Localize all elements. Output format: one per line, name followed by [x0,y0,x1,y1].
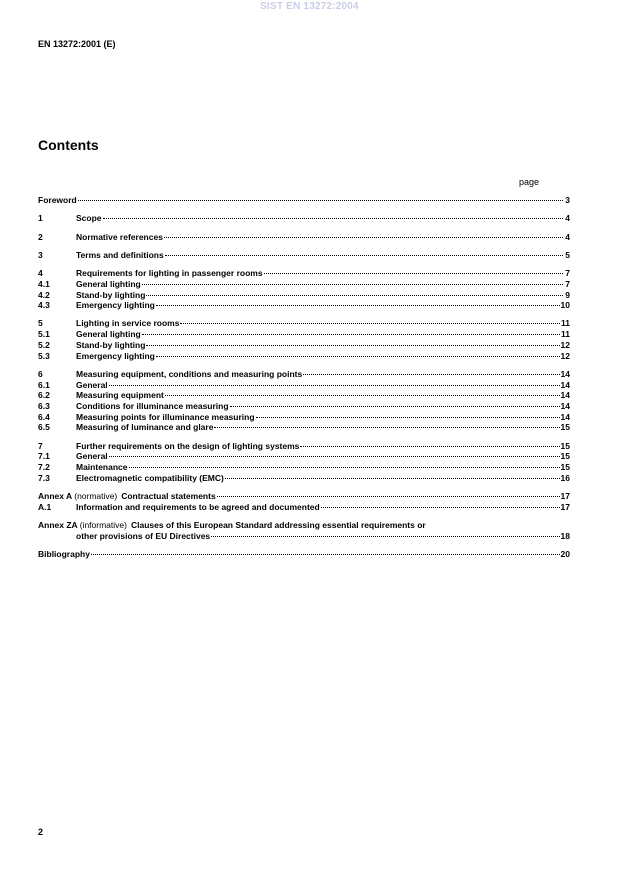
toc-entry-page: 15 [560,422,570,433]
dot-leader [109,456,560,457]
dot-leader [142,334,560,335]
toc-entry[interactable] [38,473,570,484]
toc-entry-number: 5.1 [38,329,50,340]
dot-leader [78,200,563,201]
toc-entry-page: 17 [560,501,570,512]
toc-entry-title: Terms and definitions [76,249,164,260]
dot-leader [300,446,559,447]
toc-entry[interactable] [38,401,570,412]
toc-entry-title: Information and requirements to be agreed and documented [76,501,320,512]
toc-entry-page: 14 [560,379,570,390]
toc-entry-title: Maintenance [76,461,128,472]
toc-entry-number: 6.3 [38,400,50,411]
toc-entry-bibliography[interactable] [38,549,570,560]
toc-entry-page: 14 [560,411,570,422]
toc-entry-number: 1 [38,213,43,224]
dot-leader [214,427,559,428]
toc-entry-number: 2 [38,231,43,242]
toc-entry-page: 7 [565,278,570,289]
toc-entry-title: Normative references [76,231,163,242]
toc-entry-title: Emergency lighting [76,350,155,361]
bibliography-title: Bibliography [38,548,90,559]
toc-entry-title: General lighting [76,329,141,340]
toc-entry-page: 3 [565,195,570,205]
toc-entry-number: 4 [38,268,43,279]
toc-entry-title: Foreword [38,195,77,205]
annex-za-label: Annex ZA (informative) [38,519,127,530]
toc-entry-page: 11 [561,318,570,329]
toc-entry[interactable] [38,329,570,340]
toc-entry-number: 7 [38,440,43,451]
toc-entry[interactable] [38,441,570,452]
toc-entry-page: 12 [560,339,570,350]
toc-entry[interactable] [38,250,570,261]
toc-entry[interactable] [38,390,570,401]
dot-leader [109,385,560,386]
toc-entry-page: 15 [560,440,570,451]
toc-entry[interactable] [38,369,570,380]
toc-entry-page: 4 [565,231,570,242]
toc-entry-page: 15 [560,461,570,472]
toc-entry-title: Conditions for illuminance measuring [76,400,229,411]
document-id: EN 13272:2001 (E) [38,39,116,49]
toc-entry[interactable] [38,300,570,311]
dot-leader [142,284,563,285]
toc-entry-number: 4.1 [38,278,50,289]
toc-entry-number: 3 [38,249,43,260]
dot-leader [91,554,560,555]
table-of-contents [38,195,570,560]
toc-entry-number: 6.4 [38,411,50,422]
toc-entry-page: 11 [561,329,570,340]
contents-heading: Contents [38,137,99,153]
dot-leader [225,478,560,479]
toc-entry-title: Requirements for lighting in passenger rooms [76,268,263,279]
toc-entry-title: Electromagnetic compatibility (EMC) [76,472,224,483]
toc-entry-title: Measuring points for illuminance measuring [76,411,255,422]
dot-leader [217,496,560,497]
annex-za-title-line2: other provisions of EU Directives [76,530,211,541]
toc-entry-number: 5.3 [38,350,50,361]
dot-leader [180,323,560,324]
toc-entries [38,195,570,483]
page-number: 2 [38,827,44,837]
toc-entry[interactable] [38,318,570,329]
dot-leader [156,305,560,306]
toc-entry[interactable] [38,451,570,462]
dot-leader [103,218,563,219]
dot-leader [165,255,563,256]
toc-entry[interactable] [38,462,570,473]
toc-entry-number: 5.2 [38,339,50,350]
dot-leader [156,356,560,357]
toc-entry-number: 6.2 [38,390,50,401]
toc-entry-page: 7 [565,268,570,279]
annex-a-label: Annex A (normative) [38,490,118,501]
dot-leader [165,395,560,396]
bibliography-page: 20 [560,548,570,559]
toc-entry-number: 7.2 [38,461,50,472]
toc-entry[interactable] [38,195,570,206]
dot-leader [146,345,559,346]
toc-entry-number: 5 [38,318,43,329]
dot-leader [146,295,563,296]
toc-entry[interactable] [38,422,570,433]
toc-entry[interactable] [38,279,570,290]
annex-a-page: 17 [560,490,570,501]
toc-entry-number: 7.1 [38,451,50,462]
dot-leader [164,237,563,238]
watermark: SIST EN 13272:2004 [260,1,359,12]
toc-entry-page: 9 [565,289,570,300]
toc-entry-number: 7.3 [38,472,50,483]
dot-leader [321,507,560,508]
page-column-label: page [519,177,540,187]
toc-entry[interactable] [38,380,570,391]
toc-entry-page: 10 [560,300,570,311]
toc-entry-title: Measuring of luminance and glare [76,422,214,433]
dot-leader [129,467,560,468]
toc-entry-number: 6.1 [38,379,50,390]
toc-entry-annex-za[interactable] [38,520,570,541]
dot-leader [264,273,563,274]
toc-entry[interactable] [38,351,570,362]
toc-entry-title: Scope [76,213,102,224]
toc-entry[interactable] [38,232,570,243]
dot-leader [256,417,560,418]
toc-entry-page: 4 [565,213,570,224]
toc-entry-a-1[interactable] [38,502,570,513]
toc-entry-number: 4.3 [38,300,50,311]
annex-za-page: 18 [560,530,570,541]
toc-entry-number: A.1 [38,501,52,512]
toc-entry[interactable] [38,340,570,351]
annex-a-title: Contractual statements [121,490,216,501]
toc-entry-title: Stand-by lighting [76,289,146,300]
toc-entry-number: 4.2 [38,289,50,300]
toc-entry-page: 14 [560,368,570,379]
annex-za-title-line1: Clauses of this European Standard addressing essential requirements or [130,519,426,530]
dot-leader [211,536,559,537]
toc-entry-title: Measuring equipment [76,390,164,401]
toc-entry-number: 6 [38,368,43,379]
toc-entry-page: 12 [560,350,570,361]
toc-entry[interactable] [38,213,570,224]
toc-entry-page: 15 [560,451,570,462]
toc-entry[interactable] [38,412,570,423]
toc-entry-page: 14 [560,400,570,411]
toc-entry-title: General lighting [76,278,141,289]
toc-entry-number: 6.5 [38,422,50,433]
toc-entry-title: Measuring equipment, conditions and measuring points [76,368,303,379]
toc-entry-title: Emergency lighting [76,300,155,311]
toc-entry-title: General [76,379,108,390]
toc-entry[interactable] [38,268,570,279]
toc-entry-page: 5 [565,249,570,260]
toc-entry-title: Further requirements on the design of lighting systems [76,440,300,451]
toc-entry-title: Stand-by lighting [76,339,146,350]
toc-entry[interactable] [38,290,570,301]
toc-entry-page: 16 [560,472,570,483]
toc-entry-page: 14 [560,390,570,401]
dot-leader [303,374,559,375]
toc-entry-title: General [76,451,108,462]
toc-entry-annex-a[interactable] [38,491,570,502]
dot-leader [230,406,560,407]
toc-entry-title: Lighting in service rooms [76,318,180,329]
